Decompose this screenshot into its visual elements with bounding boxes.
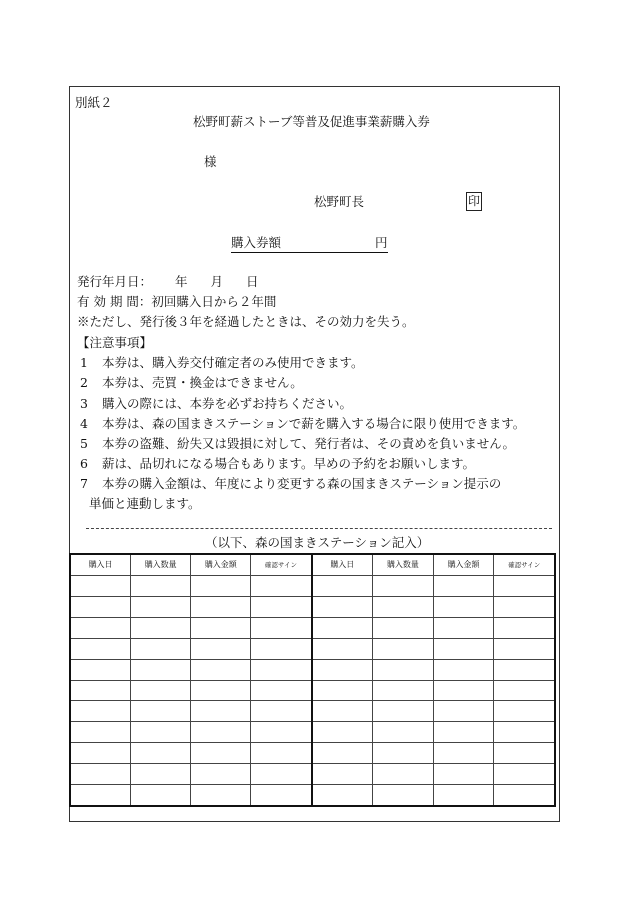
table-row	[71, 639, 311, 660]
table-row	[313, 618, 555, 639]
table-row	[313, 660, 555, 681]
table-cell[interactable]	[251, 701, 310, 721]
purchase-amount	[231, 235, 388, 253]
table-row	[313, 764, 555, 785]
column-header: 購入金額	[191, 555, 251, 575]
table-cell[interactable]	[191, 764, 251, 784]
column-header: 購入数量	[373, 555, 434, 575]
table-cell[interactable]	[313, 597, 374, 617]
amount-unit: 円	[375, 235, 388, 250]
table-cell[interactable]	[494, 639, 554, 659]
table-cell[interactable]	[131, 660, 191, 680]
note-text: 本券は、購入券交付確定者のみ使用できます。	[102, 355, 364, 370]
table-cell[interactable]	[313, 618, 374, 638]
table-cell[interactable]	[191, 597, 251, 617]
table-cell[interactable]	[131, 764, 191, 784]
table-cell[interactable]	[313, 764, 374, 784]
table-cell[interactable]	[494, 722, 554, 742]
table-row	[313, 639, 555, 660]
table-cell[interactable]	[131, 743, 191, 763]
note-text: 本券の盗難、紛失又は毀損に対して、発行者は、その責めを負いません。	[102, 436, 516, 451]
table-cell[interactable]	[494, 576, 554, 596]
table-cell[interactable]	[373, 576, 434, 596]
table-cell[interactable]	[494, 701, 554, 721]
table-cell[interactable]	[373, 722, 434, 742]
table-cell[interactable]	[71, 681, 131, 701]
table-cell[interactable]	[191, 618, 251, 638]
table-cell[interactable]	[251, 681, 310, 701]
table-cell[interactable]	[131, 701, 191, 721]
table-cell[interactable]	[494, 660, 554, 680]
table-cell[interactable]	[313, 701, 374, 721]
note-text: 薪は、品切れになる場合もあります。早めの予約をお願いします。	[102, 456, 476, 471]
table-cell[interactable]	[434, 764, 495, 784]
table-row	[71, 660, 311, 681]
table-cell[interactable]	[71, 576, 131, 596]
table-cell[interactable]	[251, 597, 310, 617]
table-cell[interactable]	[313, 681, 374, 701]
column-header: 購入数量	[131, 555, 191, 575]
table-cell[interactable]	[251, 764, 310, 784]
table-cell[interactable]	[251, 576, 310, 596]
issue-date-month: 月	[210, 274, 224, 289]
issue-date-year: 年	[175, 274, 188, 289]
table-row	[71, 722, 311, 743]
table-cell[interactable]	[373, 639, 434, 659]
table-cell[interactable]	[71, 701, 131, 721]
table-cell[interactable]	[251, 722, 310, 742]
table-cell[interactable]	[373, 743, 434, 763]
column-header: 購入金額	[434, 555, 495, 575]
table-cell[interactable]	[71, 785, 131, 805]
table-cell[interactable]	[494, 597, 554, 617]
table-cell[interactable]	[191, 743, 251, 763]
table-cell[interactable]	[191, 660, 251, 680]
table-cell[interactable]	[494, 785, 554, 805]
table-cell[interactable]	[71, 618, 131, 638]
validity-period: 有 効 期 間：初回購入日から２年間	[77, 294, 277, 309]
table-cell[interactable]	[434, 660, 495, 680]
issue-date-day: 日	[246, 274, 259, 289]
table-cell[interactable]	[131, 597, 191, 617]
table-cell[interactable]	[251, 618, 310, 638]
table-cell[interactable]	[191, 701, 251, 721]
note-text: 本券は、売買・換金はできません。	[102, 375, 303, 390]
table-header-row	[71, 555, 311, 576]
table-cell[interactable]	[71, 743, 131, 763]
table-cell[interactable]	[313, 639, 374, 659]
validity-note: ※ただし、発行後３年を経過したときは、その効力を失う。	[77, 314, 415, 329]
table-cell[interactable]	[373, 681, 434, 701]
note-number: 6	[80, 456, 88, 471]
table-row	[313, 785, 555, 805]
table-row	[71, 681, 311, 702]
note-text-continued: 単価と連動します。	[89, 496, 201, 511]
table-cell[interactable]	[191, 722, 251, 742]
table-cell[interactable]	[191, 639, 251, 659]
table-cell[interactable]	[191, 576, 251, 596]
table-row	[313, 743, 555, 764]
table-row	[71, 701, 311, 722]
table-cell[interactable]	[434, 722, 495, 742]
table-row	[71, 743, 311, 764]
table-cell[interactable]	[313, 743, 374, 763]
note-number: 2	[80, 375, 88, 390]
column-header: 購入日	[313, 555, 374, 575]
note-text: 本券の購入金額は、年度により変更する森の国まきステーション提示の	[102, 476, 502, 491]
purchase-record-table	[69, 553, 556, 807]
issue-date-line	[77, 274, 259, 290]
table-cell[interactable]	[494, 764, 554, 784]
table-row	[71, 618, 311, 639]
table-cell[interactable]	[434, 639, 495, 659]
note-number: 1	[80, 355, 88, 370]
table-cell[interactable]	[131, 785, 191, 805]
table-cell[interactable]	[434, 681, 495, 701]
table-cell[interactable]	[131, 681, 191, 701]
table-cell[interactable]	[434, 743, 495, 763]
table-cell[interactable]	[434, 701, 495, 721]
notes-heading: 【注意事項】	[77, 335, 153, 350]
table-cell[interactable]	[373, 618, 434, 638]
table-cell[interactable]	[494, 618, 554, 638]
note-number: 3	[80, 396, 88, 411]
note-text: 本券は、森の国まきステーションで薪を購入する場合に限り使用できます。	[102, 416, 526, 431]
cut-line	[86, 528, 552, 529]
table-cell[interactable]	[71, 639, 131, 659]
table-cell[interactable]	[131, 576, 191, 596]
table-cell[interactable]	[191, 681, 251, 701]
table-cell[interactable]	[373, 764, 434, 784]
table-cell[interactable]	[313, 660, 374, 680]
record-table-right	[313, 555, 555, 805]
table-cell[interactable]	[373, 660, 434, 680]
recipient-suffix: 様	[204, 154, 217, 169]
table-cell[interactable]	[71, 764, 131, 784]
table-cell[interactable]	[131, 722, 191, 742]
table-cell[interactable]	[251, 743, 310, 763]
table-row	[313, 681, 555, 702]
table-cell[interactable]	[71, 722, 131, 742]
table-row	[313, 576, 555, 597]
table-cell[interactable]	[251, 785, 310, 805]
table-cell[interactable]	[434, 618, 495, 638]
table-cell[interactable]	[251, 639, 310, 659]
amount-label: 購入券額	[231, 235, 282, 250]
table-cell[interactable]	[494, 743, 554, 763]
column-header: 確認サイン	[508, 561, 541, 570]
table-cell[interactable]	[373, 597, 434, 617]
column-header: 確認サイン	[264, 561, 297, 570]
note-text: 購入の際には、本券を必ずお持ちください。	[102, 396, 353, 411]
table-cell[interactable]	[71, 597, 131, 617]
issuer-name: 松野町長	[314, 194, 365, 209]
table-row	[313, 722, 555, 743]
table-cell[interactable]	[251, 660, 310, 680]
table-cell[interactable]	[434, 597, 495, 617]
table-cell[interactable]	[313, 576, 374, 596]
seal-mark: 印	[466, 192, 482, 211]
table-cell[interactable]	[434, 576, 495, 596]
table-cell[interactable]	[373, 701, 434, 721]
note-number: 4	[80, 416, 88, 431]
table-cell[interactable]	[191, 785, 251, 805]
table-row	[313, 701, 555, 722]
record-table-left	[71, 555, 313, 805]
table-row	[71, 785, 311, 805]
voucher-title: 松野町薪ストーブ等普及促進事業薪購入券	[193, 114, 430, 129]
note-number: 5	[80, 436, 88, 451]
table-cell[interactable]	[373, 785, 434, 805]
table-row	[71, 764, 311, 785]
table-cell[interactable]	[434, 785, 495, 805]
table-header-row	[313, 555, 555, 576]
attachment-label: 別紙２	[75, 95, 113, 110]
table-row	[71, 597, 311, 618]
table-cell[interactable]	[131, 639, 191, 659]
table-cell[interactable]	[313, 722, 374, 742]
table-row	[71, 576, 311, 597]
table-row	[313, 597, 555, 618]
station-section-title: （以下、森の国まきステーション記入）	[205, 535, 430, 550]
note-number: 7	[80, 476, 88, 491]
table-cell[interactable]	[131, 618, 191, 638]
table-cell[interactable]	[313, 785, 374, 805]
table-cell[interactable]	[494, 681, 554, 701]
column-header: 購入日	[71, 555, 131, 575]
table-cell[interactable]	[71, 660, 131, 680]
issue-date-label: 発行年月日：	[77, 274, 153, 289]
